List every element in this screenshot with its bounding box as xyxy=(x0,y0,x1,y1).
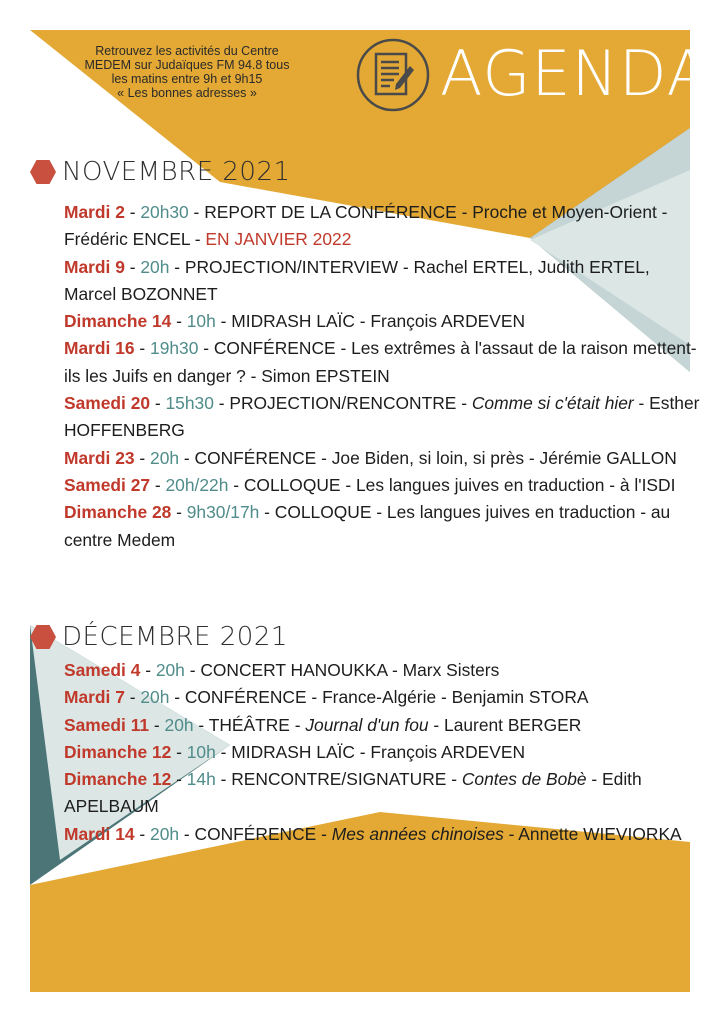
event-day: Dimanche 28 xyxy=(64,502,172,523)
event-type: CONFÉRENCE xyxy=(194,447,317,468)
event-type: CONFÉRENCE xyxy=(194,823,317,844)
separator: - xyxy=(171,741,187,762)
event-day: Samedi 11 xyxy=(64,714,150,735)
event-time: 20h/22h xyxy=(165,474,229,495)
separator: - xyxy=(215,741,232,762)
event-time: 14h xyxy=(186,769,216,790)
page-title: AGENDA xyxy=(440,37,710,110)
event-description: Les langues juives en traduction - à l'ISDI xyxy=(355,474,676,495)
hexagon-bullet-icon xyxy=(30,160,56,184)
event-time: 20h xyxy=(150,447,180,468)
section-title: DÉCEMBRE 2021 xyxy=(62,622,288,652)
event-time: 20h xyxy=(155,660,185,680)
event-item xyxy=(64,335,704,390)
separator: - xyxy=(456,202,473,222)
section-header-decembre xyxy=(30,622,288,652)
separator: - xyxy=(179,823,195,844)
event-description: Les langues juives en traduction - au centre Medem xyxy=(64,502,671,550)
event-item xyxy=(64,657,704,684)
event-speaker: - Annette WIEVIORKA xyxy=(503,823,682,844)
event-item xyxy=(64,472,704,499)
event-list-decembre xyxy=(64,657,704,848)
event-time: 20h xyxy=(140,256,170,277)
separator: - xyxy=(193,714,209,735)
event-time: 9h30/17h xyxy=(186,502,260,523)
separator: - xyxy=(228,474,244,495)
event-day: Mardi 16 xyxy=(64,338,135,359)
separator: - xyxy=(398,256,414,277)
event-item xyxy=(64,712,704,739)
event-description: François ARDEVEN xyxy=(370,311,526,332)
separator: - xyxy=(134,823,151,844)
event-item xyxy=(64,308,704,335)
separator: - xyxy=(335,338,352,359)
event-type: COLLOQUE xyxy=(243,474,341,495)
separator: - xyxy=(169,256,185,277)
separator: - xyxy=(171,311,187,332)
event-day: Samedi 4 xyxy=(64,660,141,680)
hexagon-bullet-icon xyxy=(30,625,56,649)
separator: - xyxy=(140,660,156,680)
event-item xyxy=(64,739,704,766)
separator: - xyxy=(169,687,185,708)
event-type: PROJECTION/INTERVIEW xyxy=(184,256,399,277)
separator: - xyxy=(371,502,387,523)
separator: - xyxy=(456,393,472,414)
event-type: MIDRASH LAÏC xyxy=(231,311,355,332)
event-list-novembre xyxy=(64,199,704,554)
event-item xyxy=(64,766,704,821)
event-type: CONCERT HANOUKKA xyxy=(200,660,388,680)
document-pen-icon xyxy=(354,36,432,114)
separator: - xyxy=(171,769,187,790)
event-time: 19h30 xyxy=(150,338,199,359)
event-description: Proche et Moyen-Orient - Frédéric ENCEL - xyxy=(64,202,668,250)
separator: - xyxy=(259,502,275,523)
event-type: CONFÉRENCE xyxy=(213,338,336,359)
event-description: Joe Biden, si loin, si près - Jérémie GALLON xyxy=(331,447,677,468)
event-item xyxy=(64,199,704,254)
separator: - xyxy=(446,769,462,790)
separator: - xyxy=(316,447,332,468)
radio-note-line: MEDEM sur Judaïques FM 94.8 tous xyxy=(84,58,290,72)
event-day: Samedi 27 xyxy=(64,474,151,495)
event-item xyxy=(64,499,704,554)
separator: - xyxy=(198,338,214,359)
separator: - xyxy=(316,823,332,844)
separator: - xyxy=(213,393,230,414)
separator: - xyxy=(354,311,371,332)
event-description: Marx Sisters xyxy=(402,660,500,680)
event-description: Les extrêmes à l'assaut de la raison mettent-ils les Juifs en danger ? - Simon EPSTEIN xyxy=(64,338,697,386)
event-time: 20h30 xyxy=(140,202,189,222)
event-day: Mardi 9 xyxy=(64,256,125,277)
event-day: Mardi 23 xyxy=(64,447,135,468)
event-time: 20h xyxy=(150,823,180,844)
event-day: Samedi 20 xyxy=(64,393,151,414)
separator: - xyxy=(150,393,166,414)
event-work-title: Mes années chinoises xyxy=(331,823,504,844)
event-time: 10h xyxy=(186,741,216,762)
event-speaker: - Esther HOFFENBERG xyxy=(64,393,700,441)
separator: - xyxy=(340,474,356,495)
event-time: 20h xyxy=(140,687,170,708)
event-description: France-Algérie - Benjamin STORA xyxy=(322,687,589,708)
section-header-novembre xyxy=(30,157,291,187)
event-time: 10h xyxy=(186,311,216,332)
event-type: COLLOQUE xyxy=(274,502,372,523)
event-work-title: Comme si c'était hier xyxy=(471,393,634,414)
event-day: Dimanche 12 xyxy=(64,741,172,762)
separator: - xyxy=(150,474,166,495)
separator: - xyxy=(387,660,403,680)
event-day: Mardi 7 xyxy=(64,687,125,708)
event-type: THÉÂTRE xyxy=(208,714,290,735)
separator: - xyxy=(124,687,141,708)
event-item xyxy=(64,445,704,472)
radio-note-line: les matins entre 9h et 9h15 xyxy=(111,72,263,86)
event-day: Mardi 2 xyxy=(64,202,125,222)
separator: - xyxy=(215,311,232,332)
event-type: REPORT DE LA CONFÉRENCE xyxy=(204,202,457,222)
event-item xyxy=(64,684,704,711)
separator: - xyxy=(289,714,306,735)
event-item xyxy=(64,390,704,445)
event-type: MIDRASH LAÏC xyxy=(231,741,355,762)
section-title: NOVEMBRE 2021 xyxy=(62,157,291,187)
separator: - xyxy=(149,714,165,735)
radio-note-line: « Les bonnes adresses » xyxy=(117,86,257,100)
event-item xyxy=(64,254,704,309)
separator: - xyxy=(134,338,151,359)
separator: - xyxy=(124,256,141,277)
separator: - xyxy=(179,447,195,468)
event-postponed-date: EN JANVIER 2022 xyxy=(205,229,352,250)
event-type: RENCONTRE/SIGNATURE xyxy=(231,769,447,790)
event-item xyxy=(64,821,704,848)
event-work-title: Contes de Bobè xyxy=(461,769,587,790)
event-time: 20h xyxy=(164,714,194,735)
event-speaker: - Laurent BERGER xyxy=(428,714,582,735)
event-work-title: Journal d'un fou xyxy=(305,714,429,735)
event-description: François ARDEVEN xyxy=(370,741,526,762)
event-type: PROJECTION/RENCONTRE xyxy=(229,393,457,414)
separator: - xyxy=(188,202,205,222)
separator: - xyxy=(171,502,187,523)
event-speaker: - Edith APELBAUM xyxy=(64,769,642,817)
separator: - xyxy=(184,660,201,680)
event-description: Rachel ERTEL, Judith ERTEL, Marcel BOZONNET xyxy=(64,256,650,304)
separator: - xyxy=(354,741,371,762)
separator: - xyxy=(306,687,323,708)
event-day: Dimanche 14 xyxy=(64,311,172,332)
event-time: 15h30 xyxy=(165,393,214,414)
event-type: CONFÉRENCE xyxy=(184,687,307,708)
event-day: Dimanche 12 xyxy=(64,769,172,790)
separator: - xyxy=(134,447,151,468)
radio-note-line: Retrouvez les activités du Centre xyxy=(95,44,279,58)
radio-announcement xyxy=(62,44,312,100)
separator: - xyxy=(215,769,232,790)
event-day: Mardi 14 xyxy=(64,823,135,844)
separator: - xyxy=(124,202,141,222)
